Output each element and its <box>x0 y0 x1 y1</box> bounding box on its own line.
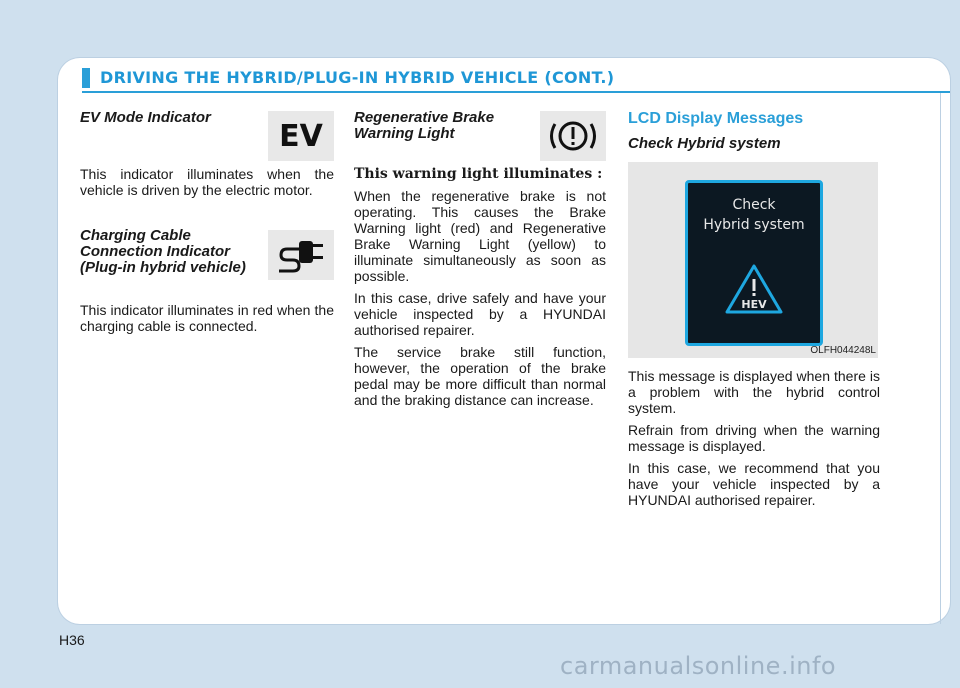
column-right <box>628 108 880 152</box>
lcd-illustration <box>628 162 878 358</box>
check-hybrid-heading: Check Hybrid system <box>628 135 781 152</box>
hev-badge-text: HEV <box>741 298 767 311</box>
regen-brake-heading-line2: Warning Light <box>354 125 455 142</box>
page-number: H36 <box>59 632 85 648</box>
regen-brake-heading-line1: Regenerative Brake <box>354 109 495 126</box>
lcd-line-2: Hybrid system <box>703 217 805 233</box>
lcd-line-1: Check <box>732 197 776 213</box>
header-rule <box>82 91 950 93</box>
hev-warning-icon <box>724 263 784 315</box>
watermark: carmanualsonline.info <box>560 652 837 680</box>
regen-brake-p2: In this case, drive safely and have your vehicle inspected by a HYUNDAI authorised repairer. <box>354 290 606 338</box>
ev-mode-heading: EV Mode Indicator <box>80 109 211 126</box>
brake-warning-icon <box>540 111 606 161</box>
regen-brake-p1: When the regenerative brake is not operating. This causes the Brake Warning light (red) and Regenerative Brake Warning Light (yellow) to illuminate simultaneously as soon as possible. <box>354 188 606 284</box>
image-code: OLFH044248L <box>810 345 876 356</box>
check-hybrid-body <box>628 368 880 514</box>
charging-heading-line1: Charging Cable <box>80 227 191 244</box>
charging-heading-line3: (Plug-in hybrid vehicle) <box>80 259 246 276</box>
ev-indicator-icon <box>268 111 334 161</box>
check-hybrid-p2: Refrain from driving when the warning message is displayed. <box>628 422 880 454</box>
regen-brake-p3: The service brake still function, however, the operation of the brake pedal may be more difficult than normal and the braking distance can increase. <box>354 344 606 408</box>
right-margin-rule <box>940 93 941 624</box>
plug-icon <box>268 230 334 280</box>
charging-body: This indicator illuminates in red when the charging cable is connected. <box>80 302 334 334</box>
regen-brake-subheading: This warning light illuminates : <box>354 166 603 182</box>
lcd-section-heading: LCD Display Messages <box>628 110 804 127</box>
ev-mode-body: This indicator illuminates when the vehicle is driven by the electric motor. <box>80 166 334 198</box>
ev-icon-label: EV <box>279 118 323 154</box>
section-title: DRIVING THE HYBRID/PLUG-IN HYBRID VEHICLE (CONT.) <box>100 68 615 87</box>
lcd-screen <box>685 180 823 346</box>
check-hybrid-p3: In this case, we recommend that you have your vehicle inspected by a HYUNDAI authorised repairer. <box>628 460 880 508</box>
check-hybrid-p1: This message is displayed when there is a problem with the hybrid control system. <box>628 368 880 416</box>
header-accent-bar <box>82 68 90 88</box>
charging-heading-line2: Connection Indicator <box>80 243 230 260</box>
